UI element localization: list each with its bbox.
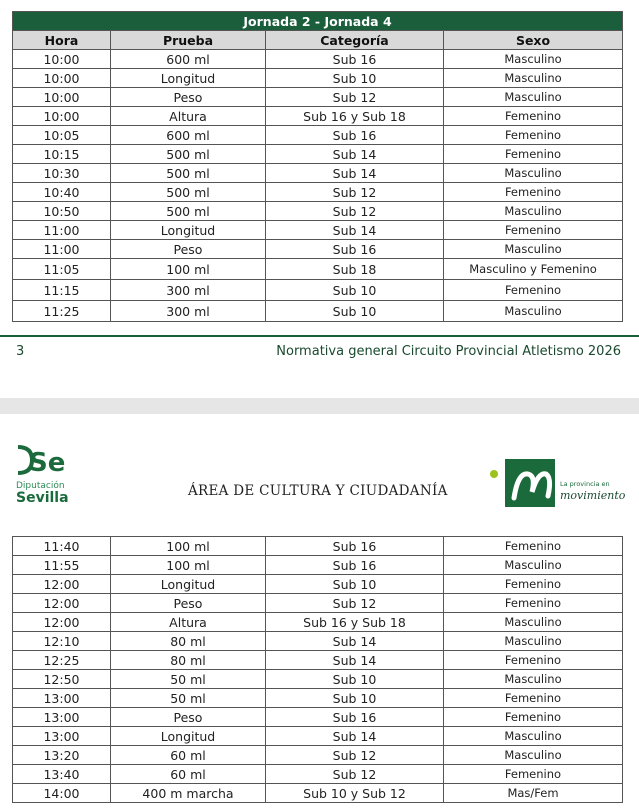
cell-prueba: 60 ml	[111, 746, 266, 765]
table-row	[13, 50, 623, 69]
cell-categoria: Sub 16 y Sub 18	[266, 613, 444, 632]
cell-categoria: Sub 10 y Sub 12	[266, 784, 444, 803]
cell-sexo: Femenino	[444, 651, 623, 670]
cell-prueba: 60 ml	[111, 765, 266, 784]
table-row	[13, 727, 623, 746]
jornada-title: Jornada 2 - Jornada 4	[13, 12, 623, 31]
table-row	[13, 69, 623, 88]
cell-hora: 12:50	[13, 670, 111, 689]
cell-hora: 13:00	[13, 727, 111, 746]
cell-prueba: Peso	[111, 88, 266, 107]
cell-sexo: Masculino	[444, 556, 623, 575]
cell-prueba: 500 ml	[111, 183, 266, 202]
cell-sexo: Femenino	[444, 221, 623, 240]
cell-sexo: Masculino y Femenino	[444, 259, 623, 280]
cell-hora: 13:00	[13, 708, 111, 727]
table-row	[13, 708, 623, 727]
cell-categoria: Sub 10	[266, 575, 444, 594]
cell-categoria: Sub 14	[266, 651, 444, 670]
cell-sexo: Femenino	[444, 183, 623, 202]
cell-prueba: Longitud	[111, 221, 266, 240]
table-row	[13, 280, 623, 301]
cell-hora: 11:25	[13, 301, 111, 322]
cell-hora: 10:30	[13, 164, 111, 183]
table-row	[13, 537, 623, 556]
cell-hora: 12:00	[13, 575, 111, 594]
cell-prueba: 50 ml	[111, 670, 266, 689]
table-row	[13, 651, 623, 670]
cell-categoria: Sub 16	[266, 126, 444, 145]
cell-sexo: Masculino	[444, 727, 623, 746]
cell-sexo: Femenino	[444, 145, 623, 164]
cell-sexo: Mas/Fem	[444, 784, 623, 803]
cell-prueba: Longitud	[111, 727, 266, 746]
cell-categoria: Sub 12	[266, 88, 444, 107]
cell-sexo: Femenino	[444, 765, 623, 784]
logo-sub: Diputación	[16, 481, 65, 491]
cell-prueba: 100 ml	[111, 259, 266, 280]
cell-hora: 12:25	[13, 651, 111, 670]
logo-mark-text: Se	[29, 448, 66, 476]
table-row	[13, 746, 623, 765]
logo-text-1: La provincia en	[560, 480, 610, 488]
logo-text-2: movimiento	[560, 489, 626, 502]
cell-categoria: Sub 16	[266, 537, 444, 556]
cell-categoria: Sub 12	[266, 183, 444, 202]
cell-prueba: Longitud	[111, 69, 266, 88]
cell-hora: 13:40	[13, 765, 111, 784]
cell-sexo: Masculino	[444, 240, 623, 259]
cell-sexo: Femenino	[444, 708, 623, 727]
cell-prueba: 600 ml	[111, 50, 266, 69]
cell-categoria: Sub 10	[266, 280, 444, 301]
table-row	[13, 183, 623, 202]
cell-prueba: 80 ml	[111, 632, 266, 651]
cell-categoria: Sub 12	[266, 746, 444, 765]
cell-sexo: Femenino	[444, 107, 623, 126]
cell-hora: 10:15	[13, 145, 111, 164]
cell-sexo: Masculino	[444, 69, 623, 88]
cell-hora: 10:00	[13, 69, 111, 88]
cell-hora: 10:40	[13, 183, 111, 202]
cell-hora: 11:55	[13, 556, 111, 575]
header-prueba: Prueba	[111, 31, 266, 50]
schedule-table-1	[12, 11, 623, 322]
cell-categoria: Sub 12	[266, 765, 444, 784]
cell-prueba: 300 ml	[111, 280, 266, 301]
cell-categoria: Sub 14	[266, 164, 444, 183]
cell-sexo: Masculino	[444, 164, 623, 183]
dot-icon	[490, 470, 498, 478]
cell-hora: 11:00	[13, 221, 111, 240]
cell-categoria: Sub 16	[266, 50, 444, 69]
cell-prueba: 300 ml	[111, 301, 266, 322]
cell-hora: 13:00	[13, 689, 111, 708]
cell-categoria: Sub 14	[266, 221, 444, 240]
cell-prueba: 100 ml	[111, 556, 266, 575]
cell-hora: 11:05	[13, 259, 111, 280]
table-row	[13, 88, 623, 107]
cell-categoria: Sub 10	[266, 689, 444, 708]
cell-sexo: Masculino	[444, 632, 623, 651]
page-separator	[0, 398, 639, 414]
footer-divider	[0, 335, 639, 337]
cell-categoria: Sub 14	[266, 145, 444, 164]
cell-hora: 10:00	[13, 50, 111, 69]
table-row	[13, 202, 623, 221]
cell-hora: 10:00	[13, 88, 111, 107]
cell-prueba: Peso	[111, 708, 266, 727]
header-hora: Hora	[13, 31, 111, 50]
cell-hora: 12:10	[13, 632, 111, 651]
cell-sexo: Femenino	[444, 689, 623, 708]
cell-prueba: 80 ml	[111, 651, 266, 670]
table-row	[13, 556, 623, 575]
cell-prueba: Longitud	[111, 575, 266, 594]
cell-prueba: 400 m marcha	[111, 784, 266, 803]
cell-sexo: Masculino	[444, 50, 623, 69]
header-sexo: Sexo	[444, 31, 623, 50]
cell-hora: 11:40	[13, 537, 111, 556]
cell-sexo: Femenino	[444, 280, 623, 301]
cell-categoria: Sub 12	[266, 594, 444, 613]
cell-sexo: Masculino	[444, 301, 623, 322]
cell-sexo: Masculino	[444, 613, 623, 632]
table-row	[13, 221, 623, 240]
table-row	[13, 765, 623, 784]
table-row	[13, 126, 623, 145]
table-row	[13, 240, 623, 259]
table-row	[13, 689, 623, 708]
cell-sexo: Masculino	[444, 88, 623, 107]
cell-categoria: Sub 16	[266, 556, 444, 575]
cell-prueba: Altura	[111, 613, 266, 632]
cell-hora: 11:15	[13, 280, 111, 301]
cell-categoria: Sub 10	[266, 301, 444, 322]
cell-hora: 12:00	[13, 594, 111, 613]
cell-categoria: Sub 10	[266, 69, 444, 88]
cell-sexo: Masculino	[444, 670, 623, 689]
cell-sexo: Femenino	[444, 594, 623, 613]
cell-categoria: Sub 12	[266, 202, 444, 221]
cell-prueba: 500 ml	[111, 145, 266, 164]
cell-hora: 14:00	[13, 784, 111, 803]
table-row	[13, 107, 623, 126]
cell-categoria: Sub 16 y Sub 18	[266, 107, 444, 126]
schedule-table-2	[12, 536, 623, 803]
cell-sexo: Femenino	[444, 537, 623, 556]
cell-prueba: 50 ml	[111, 689, 266, 708]
sevilla-logo-mark-icon	[16, 444, 66, 476]
page-number: 3	[16, 344, 25, 359]
cell-hora: 12:00	[13, 613, 111, 632]
table-row	[13, 575, 623, 594]
table-row	[13, 784, 623, 803]
cell-hora: 10:50	[13, 202, 111, 221]
area-title: ÁREA DE CULTURA Y CIUDADANÍA	[188, 483, 448, 499]
cell-hora: 11:00	[13, 240, 111, 259]
diputacion-sevilla-logo	[16, 444, 76, 505]
table-row	[13, 301, 623, 322]
cell-sexo: Masculino	[444, 746, 623, 765]
table-row	[13, 613, 623, 632]
cell-prueba: Altura	[111, 107, 266, 126]
cell-categoria: Sub 14	[266, 727, 444, 746]
table-row	[13, 145, 623, 164]
cell-hora: 10:00	[13, 107, 111, 126]
cell-sexo: Masculino	[444, 202, 623, 221]
cell-prueba: Peso	[111, 240, 266, 259]
table-row	[13, 594, 623, 613]
cell-categoria: Sub 16	[266, 240, 444, 259]
cell-categoria: Sub 14	[266, 632, 444, 651]
cell-categoria: Sub 18	[266, 259, 444, 280]
table-row	[13, 259, 623, 280]
table-row	[13, 164, 623, 183]
cell-prueba: Peso	[111, 594, 266, 613]
table-row	[13, 632, 623, 651]
cell-prueba: 500 ml	[111, 202, 266, 221]
cell-hora: 10:05	[13, 126, 111, 145]
footer-title: Normativa general Circuito Provincial Atletismo 2026	[276, 344, 621, 359]
cell-sexo: Femenino	[444, 575, 623, 594]
cell-prueba: 100 ml	[111, 537, 266, 556]
cell-prueba: 600 ml	[111, 126, 266, 145]
cell-sexo: Femenino	[444, 126, 623, 145]
logo-name: Sevilla	[16, 490, 69, 506]
cell-categoria: Sub 10	[266, 670, 444, 689]
cell-hora: 13:20	[13, 746, 111, 765]
table-row	[13, 670, 623, 689]
cell-categoria: Sub 16	[266, 708, 444, 727]
header-categoria: Categoría	[266, 31, 444, 50]
provincia-en-movimiento-logo	[488, 456, 628, 514]
cell-prueba: 500 ml	[111, 164, 266, 183]
